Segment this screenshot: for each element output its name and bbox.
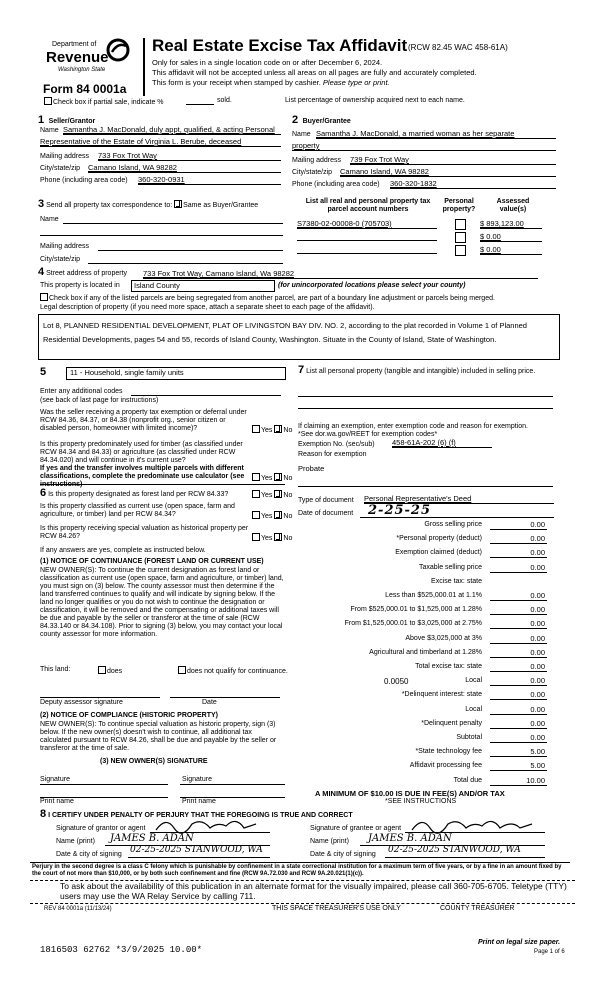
any-yes-note: If any answers are yes, complete as instructed below. [40,547,206,554]
partial-pct-field[interactable] [186,104,214,105]
minimum-due-note: A MINIMUM OF $10.00 IS DUE IN FEE(S) AND/OR TAX [315,789,505,798]
parcel-line-3[interactable] [297,253,437,254]
tax-row-label: From $1,525,000.01 to $3,025,000 at 2.75% [344,620,482,628]
owner-print-label-2: Print name [182,798,216,805]
tax-row-value[interactable]: 10.00 [526,775,545,785]
dor-swoosh-icon [106,38,130,62]
seller-name-label: Name [40,127,59,134]
buyer-num: 2 [292,114,299,126]
parcel-col-header: List all real and personal property tax parcel account numbers [305,198,431,213]
section4-num: 4 [38,266,45,278]
section3-num: 3 [38,198,45,210]
tax-row-line [490,572,547,573]
doc-date-label: Date of document [298,510,354,517]
assessed-value-1[interactable]: $ 893,123.00 [480,219,524,228]
section3-name-line[interactable] [63,223,283,224]
street-line [143,278,538,279]
same-as-buyer-label: Same as Buyer/Grantee [183,202,259,209]
seller-name-line [63,134,281,135]
grantor-date-city-line [128,857,270,858]
seller-mailing-line [98,160,281,161]
section8-num: 8 [40,808,47,820]
s6q1-no-label: No [283,492,293,499]
tax-row-line [490,685,547,686]
personal-checkbox-1[interactable] [455,219,466,230]
reason-value[interactable]: Probate [298,464,325,473]
forest-land-row [40,489,228,499]
section3-heading [38,200,258,210]
treasurer-use-label: THIS SPACE TREASURER'S USE ONLY [272,905,401,912]
assessed-line-2 [480,241,542,242]
tax-row-label: Less than $525,000.01 at 1.1% [385,592,482,599]
segregated-row [40,293,495,303]
grantor-name-label: Name (print) [56,838,95,845]
timber-ag-question: Is this property predominately used for timber (as classified under RCW 84.34 and 84.33) or agriculture (as classified under RCW 84.34.020) and will continue in it's current use? [40,441,243,464]
grantee-name-label: Name (print) [310,838,349,845]
tax-row-label: Above $3,025,000 at 3% [405,634,482,642]
section3-text: Send all property tax correspondence to: [46,202,173,209]
predominate-use-note: If yes and the transfer involves multiple parcels with different classifications, complete the predominate use calculator (see instructions) [40,465,245,488]
buyer-heading-label: Buyer/Grantee [302,118,351,125]
grantee-date-city-value[interactable]: 02-25-2025 STANWOOD, WA [388,845,521,855]
tax-row-value[interactable]: 0.00 [530,704,545,714]
assessed-col-header: Assessed value(s) [496,198,530,213]
deputy-date-line[interactable] [170,697,280,698]
s6q2-yesno [252,511,292,521]
county-value: Island County [134,281,180,290]
s6q1-yes-checkbox[interactable] [252,490,260,498]
reason-line [298,486,553,487]
exemption-no-line [392,447,492,448]
tax-row-label: *Delinquent penalty [421,719,482,727]
cashier-stamp: 1816503 62762 *3/9/2025 10.00* [40,945,203,955]
use-code-value: 11 - Household, single family units [70,368,184,377]
see-back-note: (see back of last page for instructions) [40,397,159,404]
q2-no-label: No [283,475,293,482]
tax-row-line [490,756,547,757]
owner-sig-line-1[interactable] [40,784,168,785]
section3-city-line[interactable] [88,263,283,264]
assessed-line-1 [480,228,542,229]
buyer-city-label: City/state/zip [292,169,333,176]
owner-sig-label-1: Signature [40,776,70,783]
seller-city-label: City/state/zip [40,165,81,172]
tax-row-value[interactable]: 0.00 [530,534,545,544]
see-instructions-note: *SEE INSTRUCTIONS [385,798,457,805]
tax-row-label: *Personal property (deduct) [396,535,482,543]
parcel-line-2[interactable] [297,240,437,241]
tax-row-value[interactable]: 0.00 [530,676,545,686]
tax-row-label: Subtotal [456,734,482,741]
county-treasurer-label: COUNTY TREASURER [440,905,515,912]
tax-row-value[interactable]: 0.00 [530,690,545,700]
q1-no-label: No [283,427,293,434]
notice-2: This affidavit will not be accepted unless all areas on all pages are fully and accurately completed. [152,68,477,77]
county-note: (for unincorporated locations please select your county) [278,282,466,289]
section3-mailing-label: Mailing address [40,243,90,250]
q2-no-checkbox[interactable] [274,473,282,481]
seller-mailing-value[interactable]: 733 Fox Trot Way [98,151,157,160]
page-number: Page 1 of 6 [534,949,565,955]
exemption-no-value[interactable]: 458-61A-202 (6) (f) [392,438,456,447]
tax-row-value[interactable]: 0.00 [530,520,545,529]
personal-property-line-2[interactable] [298,408,553,409]
dashed-rule-bottom [30,903,575,904]
historic-question: Is this property receiving special valuation as historical property per RCW 84.26? [40,525,249,540]
grantee-sig-label: Signature of grantee or agent [310,825,402,832]
certify-statement: I CERTIFY UNDER PENALTY OF PERJURY THAT THE FOREGOING IS TRUE AND CORRECT [48,812,353,819]
seller-heading-label: Seller/Grantor [48,118,96,125]
grantor-date-city-label: Date & city of signing [56,851,122,858]
s6q3-yesno [252,533,292,543]
q2-yes-checkbox[interactable] [252,473,260,481]
tax-row-line [490,785,547,786]
tax-row-label: Agricultural and timberland at 1.28% [369,648,482,656]
notice-3-emph: Please type or print. [322,78,390,87]
revenue-wordmark: Revenue [46,49,109,66]
exemption-instructions: If claiming an exemption, enter exemption code and reason for exemption. *See dor.wa.gov/REET for exemption codes* [298,423,528,438]
buyer-city-value[interactable]: Camano Island, WA 98282 [340,167,429,176]
buyer-phone-line [390,188,556,189]
additional-codes-label: Enter any additional codes [40,388,123,395]
owner-sig-line-2[interactable] [180,784,285,785]
s6q2-yes-checkbox[interactable] [252,511,260,519]
notice-compliance-body: NEW OWNER(S): To continue special valuation as historic property, sign (3) below. If the new owner(s) doesn't wish to continue, all additional tax calculated pursuant to RCW 84.26, shall be due and payable by the seller or transferor at the time of sale. [40,721,277,752]
tax-row-value[interactable]: 0.00 [530,733,545,742]
s6q3-no-checkbox[interactable] [274,533,282,541]
grantee-date-city-label: Date & city of signing [310,851,376,858]
form-rcw: (RCW 82.45 WAC 458-61A) [408,43,508,52]
seller-name-value-2[interactable]: Representative of the Estate of Virginia L. Berube, deceased [40,137,242,146]
seller-mailing-label: Mailing address [40,153,90,160]
perjury-notice: Perjury in the second degree is a class C felony which is punishable by confinement in a state correctional institution for a maximum term of five years, or by a fine in an amount fixed by the court of not more than $10,000, or by both such confinement and fine (RCW 9A.72.030 and RCW 9A.20.021(1)(c)). [32,864,562,877]
tax-row-line [490,671,547,672]
doc-type-label: Type of document [298,497,354,504]
seller-phone-value[interactable]: 360-320-0931 [138,175,185,184]
grantor-sig-label: Signature of grantor or agent [56,825,146,832]
sold-label: sold. [217,97,232,104]
forest-land-question: Is this property designated as forest land per RCW 84.33? [48,491,229,498]
does-not-option [178,666,288,676]
legal-desc-label: Legal description of property (if you need more space, attach a separate sheet to each page of the affidavit). [40,304,375,311]
legal-desc-line-2: Residential Developments, pages 54 and 55, records of Island County, Washington. Situate in the County of Island, State of Washington. [43,335,497,344]
tax-row-label: Local [465,705,482,713]
new-owner-sig-heading: (3) NEW OWNER(S) SIGNATURE [100,758,208,765]
s6q2-yes-label: Yes [261,513,273,520]
tax-row-value[interactable]: 0.00 [530,619,545,629]
dept-of-label: Department of [52,41,97,48]
personal-col-header: Personal property? [442,198,476,213]
personal-checkbox-3[interactable] [455,245,466,256]
county-select[interactable] [131,280,275,292]
form-title: Real Estate Excise Tax Affidavit [152,36,408,55]
tax-row-value[interactable]: 0.00 [530,591,545,600]
tax-row-label: Affidavit processing fee [409,762,482,770]
header-divider [143,38,145,96]
dor-logo [28,38,132,82]
grantee-date-city-line [385,857,545,858]
tax-row-label: *Delinquent interest: state [401,691,482,699]
buyer-heading [292,110,351,128]
s6q3-no-label: No [283,535,293,542]
tax-row-label: Gross selling price [424,521,482,528]
section7-text: List all personal property (tangible and intangible) included in selling price. [306,368,536,375]
buyer-name-line [316,138,556,139]
tax-row-value[interactable]: 0.00 [530,548,545,558]
current-use-question: Is this property classified as current use (open space, farm and agriculture, or timber) land per RCW 84.34? [40,503,235,518]
seller-name-line-2 [40,146,281,147]
reason-label: Reason for exemption [298,451,367,458]
personal-checkbox-2[interactable] [455,232,466,243]
tax-row-line [490,557,547,558]
seller-phone-label: Phone (including area code) [40,177,128,184]
does-not-label: does not qualify for continuance. [187,668,288,675]
q2-yesno [252,473,292,483]
tax-row-value[interactable]: 0.00 [530,718,545,728]
buyer-name-label: Name [292,131,311,138]
additional-codes-field[interactable] [131,395,281,396]
form-number: Form 84 0001a [43,82,127,96]
seller-num: 1 [38,114,45,126]
doc-date-line [360,517,554,518]
doc-type-value[interactable]: Personal Representative's Deed [364,494,472,503]
notice-continuance-body: NEW OWNER(S): To continue the current designation as forest land or classification as current use (open space, farm and agriculture, or timber) land, you must sign on (3) below. The county assessor must then determine if the land transferred continues to qualify and will indicate by signing below. If the land no longer qualifies or you do not wish to continue the designation or classification, it will be removed and the compensating or additional taxes will be due and payable by the seller or transferor at the time of sale (RCW 84.33.140 or 84.34.108). Prior to signing (3) below, you may contact your local county assessor for more information. [40,567,284,638]
tax-row-line [490,614,547,615]
tax-row-value[interactable]: 0.00 [530,633,545,643]
tax-row-label: Local [465,677,482,685]
parcel-line-1 [297,228,437,229]
tax-row-line [490,529,547,530]
street-value[interactable]: 733 Fox Trot Way, Camano Island, Wa 98282 [143,269,295,278]
tax-row-line [490,728,547,729]
buyer-city-line [340,176,556,177]
s6q1-yes-label: Yes [261,492,273,499]
partial-sale-row [44,97,164,107]
section3-name-label: Name [40,216,59,223]
partial-sale-label: Check box if partial sale, indicate % [53,99,164,106]
tax-row-value[interactable]: 5.00 [530,761,545,771]
deputy-signature-label: Deputy assessor signature [40,699,123,706]
street-label: Street address of property [46,270,128,277]
does-not-checkbox[interactable] [178,666,186,674]
buyer-name-value-2[interactable]: property [292,141,320,150]
tax-row-label: Excise tax: state [431,577,482,585]
seller-phone-line [138,184,281,185]
tax-row-label: *State technology fee [415,748,482,756]
tax-row-line [490,543,547,544]
section6-num: 6 [40,487,47,499]
section3-mailing-line[interactable] [98,250,283,251]
local-rate-value: 0.0050 [384,677,409,686]
q2-yes-label: Yes [261,475,273,482]
grantor-date-city-value[interactable]: 02-25-2025 STANWOOD, WA [130,845,263,855]
exemption-no-label: Exemption No. (sec/sub) [298,441,375,448]
tax-row-label: Exemption claimed (deduct) [395,549,482,557]
q1-yes-checkbox[interactable] [252,425,260,433]
tax-row-value[interactable]: 0.00 [530,662,545,671]
tax-row-value[interactable]: 0.00 [530,647,545,657]
segregated-label: Check box if any of the listed parcels are being segregated from another parcel, are part of a boundary line adjustment or parcels being merged. [49,295,495,302]
tax-row-line [490,600,547,601]
rev-number: REV 84 0001a (11/13/24) [44,906,112,912]
owner-print-label-1: Print name [40,798,74,805]
tax-row-label: Total excise tax: state [415,663,482,670]
segregated-checkbox[interactable] [40,293,48,301]
tax-row-line [490,770,547,771]
assessed-value-3[interactable]: $ 0.00 [480,245,501,254]
county-label: This property is located in [40,282,120,289]
assessed-value-2[interactable]: $ 0.00 [480,232,501,241]
section3-city-label: City/state/zip [40,256,81,263]
does-checkbox[interactable] [98,666,106,674]
personal-property-line-1[interactable] [298,396,553,397]
tax-row-label: Taxable selling price [418,563,482,571]
s6q2-no-checkbox[interactable] [274,511,282,519]
does-option [98,666,122,676]
seller-name-value[interactable]: Samantha J. MacDonald, duly appt, qualified, & acting Personal [63,125,275,134]
s6q1-no-checkbox[interactable] [274,490,282,498]
deputy-date-label: Date [202,699,217,706]
q1-yesno [252,425,292,435]
s6q3-yes-label: Yes [261,535,273,542]
section3-name-line-2[interactable] [40,235,283,236]
seller-city-line [88,172,281,173]
section4-street-row [38,268,127,278]
tax-row-value[interactable]: 5.00 [530,747,545,757]
notice-compliance-heading: (2) NOTICE OF COMPLIANCE (HISTORIC PROPERTY) [40,712,218,719]
tax-row-line [490,643,547,644]
s6q1-yesno [252,490,292,500]
notice-continuance-heading: (1) NOTICE OF CONTINUANCE (FOREST LAND OR CURRENT USE) [40,558,264,565]
list-pct-note: List percentage of ownership acquired next to each name. [285,97,465,104]
section7-heading [298,366,553,376]
doc-date-value[interactable]: 2-25-25 [368,503,432,518]
washington-state-label: Washington State [58,67,106,73]
section5-num: 5 [40,366,47,378]
deputy-signature-line[interactable] [40,697,160,698]
tax-row-line [490,657,547,658]
exemption-deferral-question: Was the seller receiving a property tax exemption or deferral under RCW 84.36, 84.37, or 84.38 (nonprofit org., senior citizen or disabled person, homeowner with limited income)? [40,409,247,432]
tax-row-value[interactable]: 0.00 [530,562,545,572]
section5-bottom-rule [40,484,285,485]
section7-num: 7 [298,364,305,376]
tax-row-line [490,714,547,715]
partial-sale-checkbox[interactable] [44,97,52,105]
notice-1: Only for sales in a single location code on or after December 6, 2024. [152,58,383,67]
tax-row-label: From $525,000.01 to $1,525,000 at 1.28% [350,606,482,614]
tax-row-line [490,742,547,743]
buyer-mailing-value[interactable]: 739 Fox Trot Way [350,155,409,164]
grantee-name-value[interactable]: JAMES B. ADAN [368,833,452,844]
buyer-phone-label: Phone (including area code) [292,181,380,188]
use-code-select[interactable] [66,367,286,380]
notice-3-text: This form is your receipt when stamped by cashier. [152,78,321,87]
s6q2-no-label: No [283,513,293,520]
alt-format-notice: To ask about the availability of this publication in an alternate format for the visually impaired, please call 360-705-6705. Teletype (TTY) users may use the WA Relay Service by calling 711. [60,881,567,901]
parcel-number-1[interactable]: S7380-02-00008-0 (705703) [297,219,392,228]
assessed-line-3 [480,254,542,255]
buyer-mailing-line [350,164,556,165]
this-land-label: This land: [40,666,71,673]
notice-3 [152,78,390,87]
owner-sig-label-2: Signature [182,776,212,783]
s6q3-yes-checkbox[interactable] [252,533,260,541]
seller-city-value[interactable]: Camano Island, WA 98282 [88,163,177,172]
same-as-buyer-checkbox[interactable] [174,200,182,208]
tax-row-line [490,628,547,629]
does-label: does [107,668,123,675]
legal-paper-note: Print on legal size paper. [478,939,561,946]
q1-no-checkbox[interactable] [274,425,282,433]
buyer-name-line-2 [292,150,556,151]
q1-yes-label: Yes [261,427,273,434]
buyer-mailing-label: Mailing address [292,157,342,164]
legal-desc-line-1: Lot 8, PLANNED RESIDENTIAL DEVELOPMENT, PLAT OF LIVINGSTON BAY DIV. NO. 2, according to the plat recorded in Volume 1 of Planned [43,321,527,330]
tax-row-label: Total due [453,776,482,784]
grantor-name-value[interactable]: JAMES B. ADAN [110,833,194,844]
buyer-name-value[interactable]: Samantha J. MacDonald, a married woman as her separate [316,129,515,138]
tax-row-line [490,699,547,700]
footer-rule [30,862,570,863]
legal-desc-field[interactable] [38,314,560,360]
tax-row-value[interactable]: 0.00 [530,605,545,615]
buyer-phone-value[interactable]: 360-320-1832 [390,179,437,188]
